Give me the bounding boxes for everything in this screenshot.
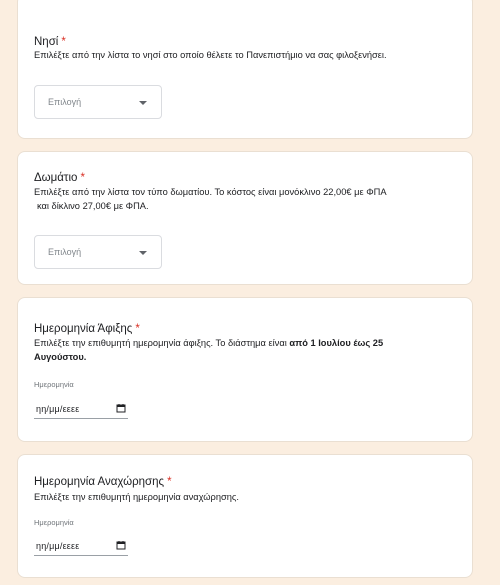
question-description-departure: Επιλέξτε την επιθυμητή ημερομηνία αναχώρησης. bbox=[34, 492, 239, 502]
question-title-room bbox=[34, 168, 85, 186]
description-line-1: Επιλέξτε από την λίστα τον τύπο δωματίου. Το κόστος είναι μονόκλινο 22,00€ με ΦΠΑ bbox=[34, 187, 387, 197]
title-text: Ημερομηνία Άφιξης bbox=[34, 323, 133, 335]
description-bold-end: Αυγούστου. bbox=[34, 352, 87, 362]
required-mark: * bbox=[80, 172, 85, 184]
island-select[interactable] bbox=[34, 85, 162, 119]
select-placeholder: Επιλογή bbox=[48, 97, 82, 107]
question-card-departure bbox=[17, 454, 473, 578]
select-placeholder: Επιλογή bbox=[48, 247, 82, 257]
required-mark: * bbox=[61, 36, 66, 48]
question-description-island: Επιλέξτε από την λίστα το νησί στο οποίο θέλετε το Πανεπιστήμιο να σας φιλοξενήσει. bbox=[34, 50, 387, 60]
departure-date-input[interactable] bbox=[34, 536, 128, 556]
date-placeholder: ηη/μμ/εεεε bbox=[36, 404, 80, 414]
question-card-room bbox=[17, 151, 473, 285]
question-description-arrival bbox=[34, 336, 464, 364]
required-mark: * bbox=[135, 323, 140, 335]
date-placeholder: ηη/μμ/εεεε bbox=[36, 541, 80, 551]
date-label: Ημερομηνία bbox=[34, 518, 74, 527]
question-title-arrival bbox=[34, 319, 140, 337]
title-text: Νησί bbox=[34, 36, 59, 48]
caret-down-icon bbox=[139, 251, 147, 255]
calendar-icon[interactable] bbox=[116, 403, 126, 413]
caret-down-icon bbox=[139, 101, 147, 105]
description-text: Επιλέξτε την επιθυμητή ημερομηνία άφιξης. Το διάστημα είναι bbox=[34, 338, 287, 348]
calendar-icon[interactable] bbox=[116, 540, 126, 550]
room-select[interactable] bbox=[34, 235, 162, 269]
date-label: Ημερομηνία bbox=[34, 380, 74, 389]
title-text: Ημερομηνία Αναχώρησης bbox=[34, 476, 165, 488]
description-line-2: και δίκλινο 27,00€ με ΦΠΑ. bbox=[37, 201, 149, 211]
question-title-departure bbox=[34, 472, 172, 490]
question-card-arrival bbox=[17, 297, 473, 442]
required-mark: * bbox=[167, 476, 172, 488]
question-description-room bbox=[34, 185, 464, 213]
question-card-island bbox=[17, 0, 473, 139]
title-text: Δωμάτιο bbox=[34, 172, 78, 184]
description-bold-range: από 1 Ιουλίου έως 25 bbox=[289, 338, 384, 348]
arrival-date-input[interactable] bbox=[34, 399, 128, 419]
